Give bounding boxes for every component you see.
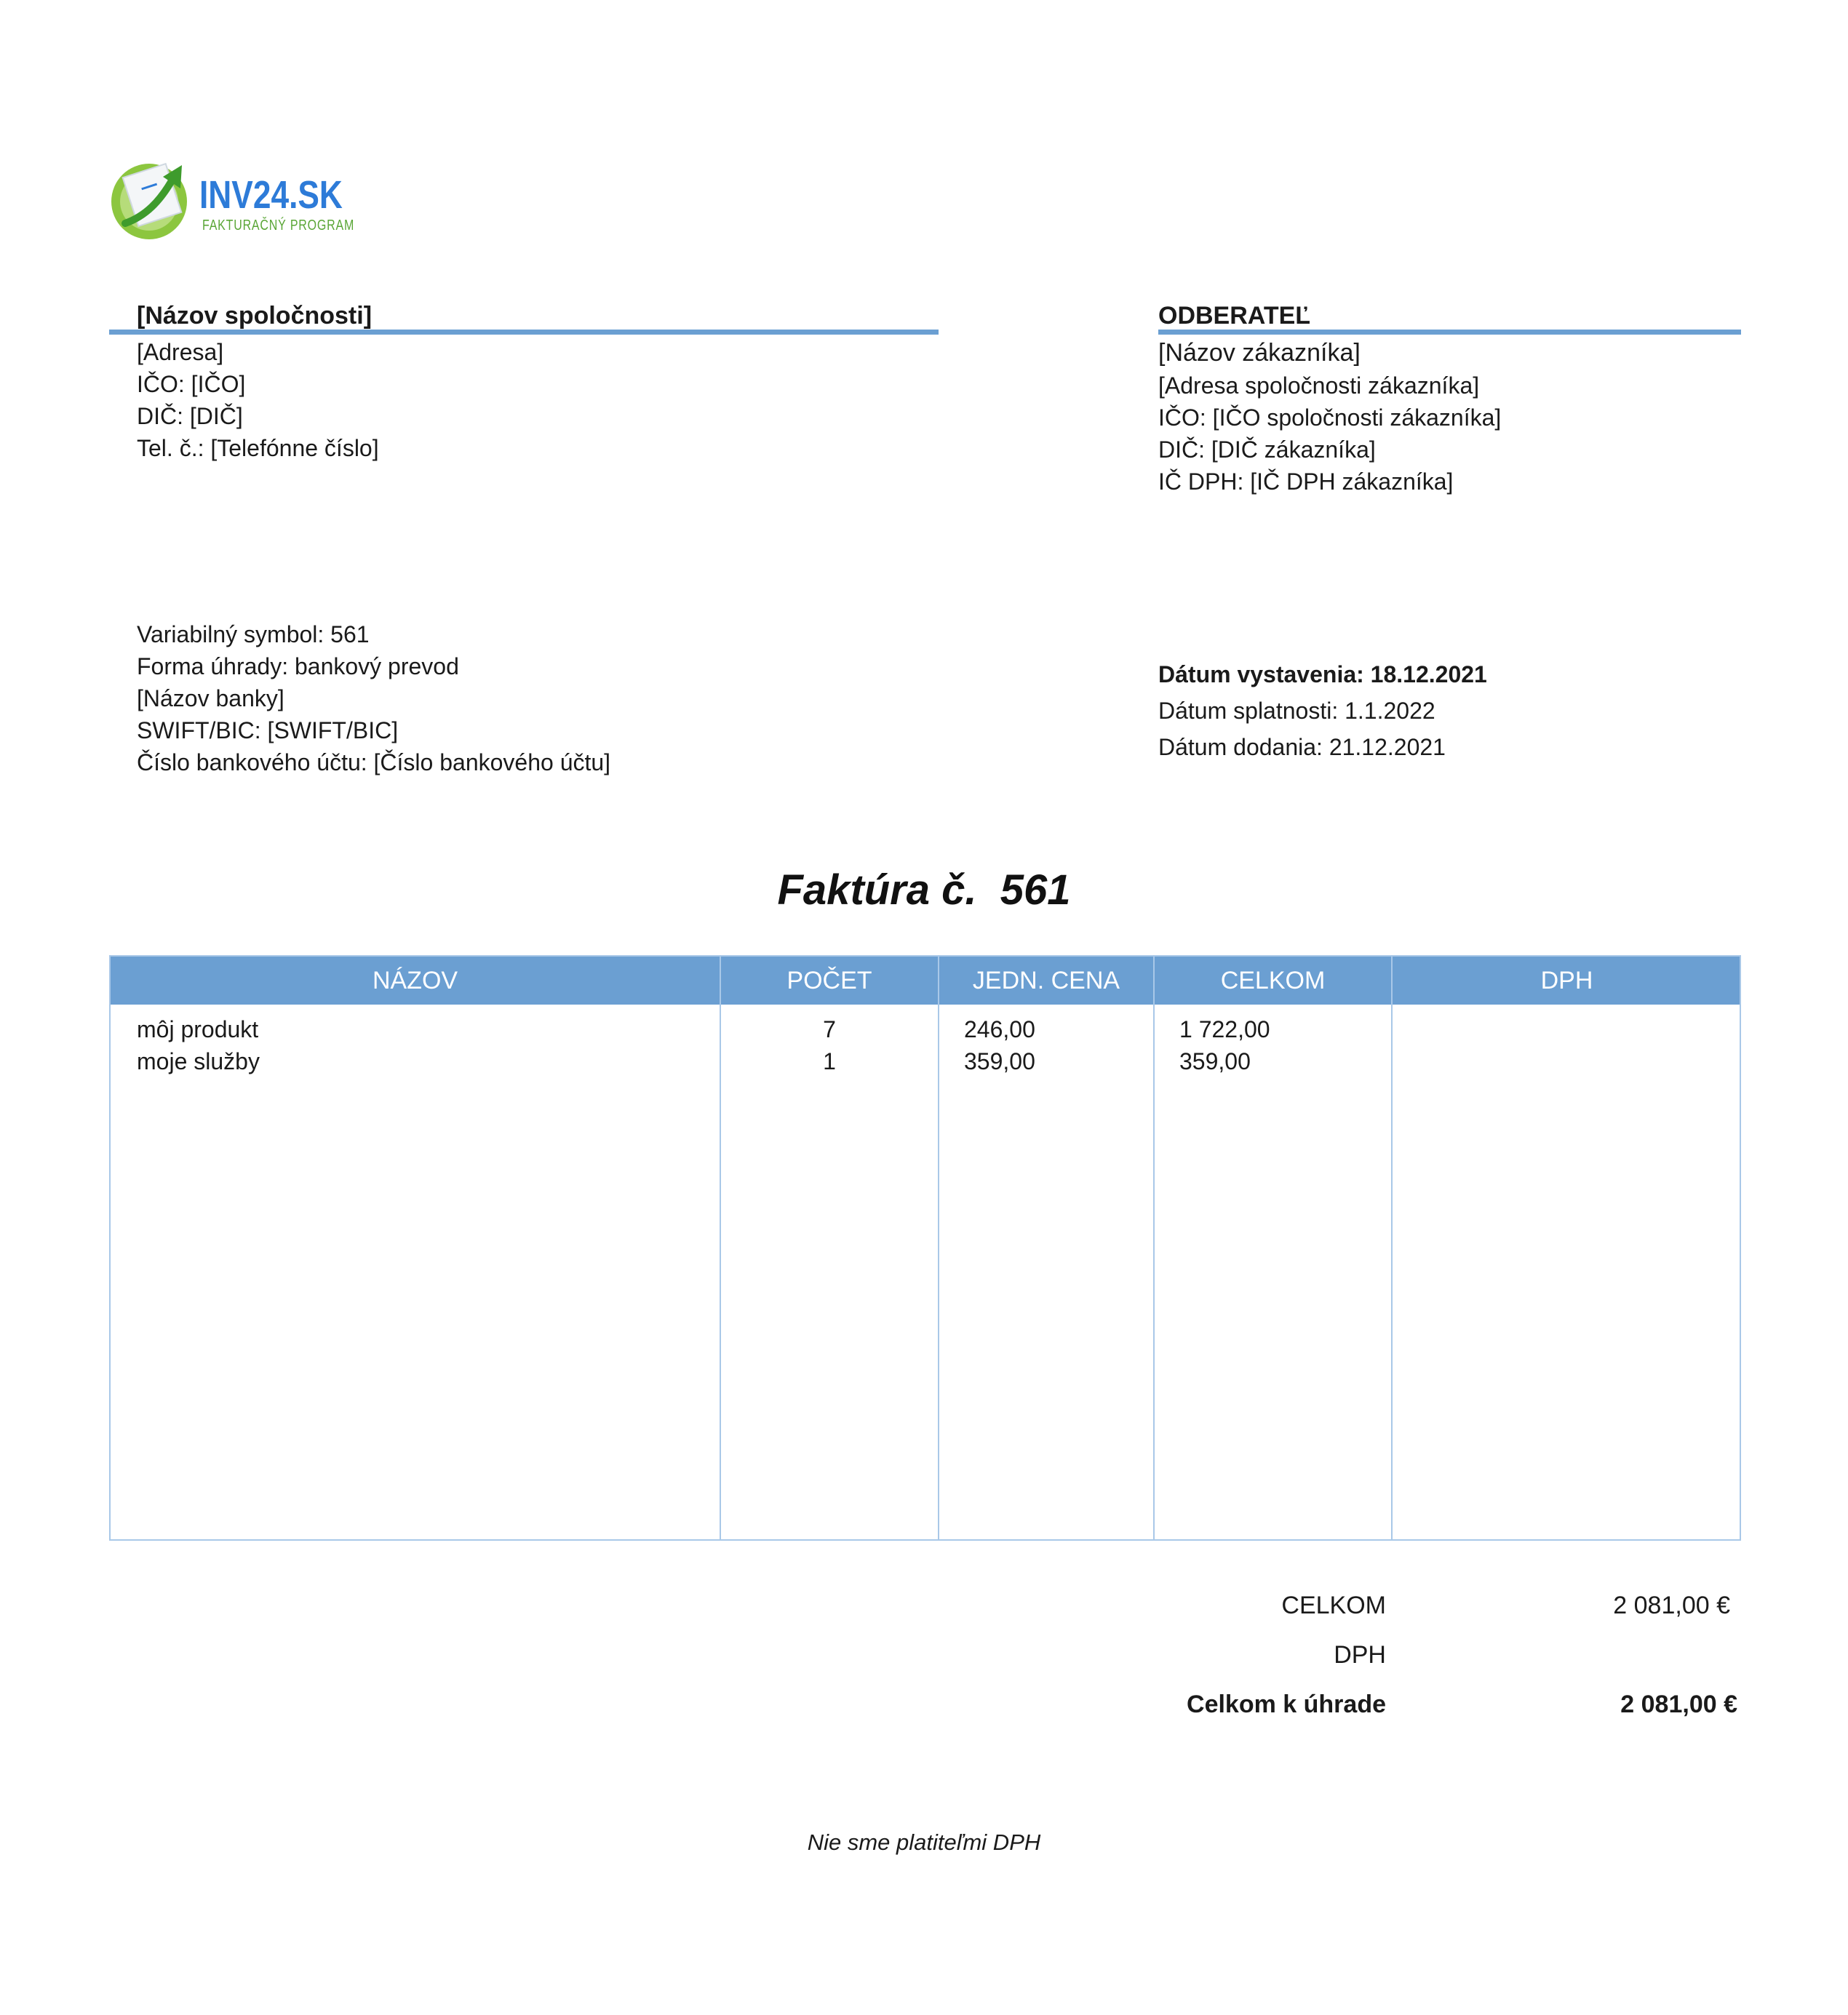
row-2-total: 359,00 [1179,1048,1251,1074]
table-header [111,957,1740,1005]
seller-ico: IČO: [IČO] [137,371,246,397]
summary-total-label: CELKOM [1281,1592,1386,1619]
logo-brand-text: INV24.SK [199,173,343,217]
buyer-name: [Názov zákazníka] [1158,339,1361,367]
row-1-qty: 7 [823,1016,836,1042]
seller-dic: DIČ: [DIČ] [137,403,243,429]
payment-block [137,618,937,778]
buyer-address: [Adresa spoločnosti zákazníka] [1158,372,1480,399]
bank-account: Číslo bankového účtu: [Číslo bankového účtu] [137,749,611,775]
invoice-title: Faktúra č. 561 [777,866,1071,914]
issue-date: Dátum vystavenia: 18.12.2021 [1158,661,1487,687]
variable-symbol: Variabilný symbol: 561 [137,621,370,647]
column-header-qty: POČET [786,967,872,994]
column-divider [1391,957,1393,1539]
summary-total-value: 2 081,00 € [1613,1592,1730,1619]
column-header-unit-price: JEDN. CENA [972,967,1120,994]
seller-divider [109,330,939,335]
summary-amount-due-value: 2 081,00 € [1620,1691,1737,1718]
row-2-qty: 1 [823,1048,836,1074]
row-1-name: môj produkt [137,1016,259,1042]
row-2-name: moje služby [137,1048,260,1074]
dates-block [1158,656,1740,765]
column-header-vat: DPH [1540,967,1593,994]
logo-tagline: FAKTURAČNÝ PROGRAM [202,218,355,234]
seller-phone: Tel. č.: [Telefónne číslo] [137,435,379,461]
seller-block [137,300,937,464]
buyer-dic: DIČ: [DIČ zákazníka] [1158,436,1376,463]
column-divider [938,957,939,1539]
due-date: Dátum splatnosti: 1.1.2022 [1158,698,1435,724]
buyer-ico: IČO: [IČO spoločnosti zákazníka] [1158,404,1502,431]
items-table [109,955,1741,1541]
column-divider [1153,957,1155,1539]
buyer-ic-dph: IČ DPH: [IČ DPH zákazníka] [1158,468,1454,495]
row-1-total: 1 722,00 [1179,1016,1270,1042]
company-logo [109,156,357,244]
payment-method: Forma úhrady: bankový prevod [137,653,459,679]
summary-amount-due-label: Celkom k úhrade [1187,1691,1386,1718]
vat-note: Nie sme platiteľmi DPH [807,1830,1041,1855]
delivery-date: Dátum dodania: 21.12.2021 [1158,734,1446,760]
bank-name: [Názov banky] [137,685,284,711]
row-1-unit-price: 246,00 [964,1016,1035,1042]
summary-vat-label: DPH [1334,1641,1386,1669]
seller-address: [Adresa] [137,339,224,365]
buyer-divider [1158,330,1741,335]
seller-name: [Názov spoločnosti] [137,302,373,330]
column-header-total: CELKOM [1220,967,1326,994]
column-header-name: NÁZOV [372,967,458,994]
row-2-unit-price: 359,00 [964,1048,1035,1074]
swift-bic: SWIFT/BIC: [SWIFT/BIC] [137,717,399,743]
buyer-heading: ODBERATEĽ [1158,302,1311,330]
invoice-arrow-logo-icon [109,156,196,244]
